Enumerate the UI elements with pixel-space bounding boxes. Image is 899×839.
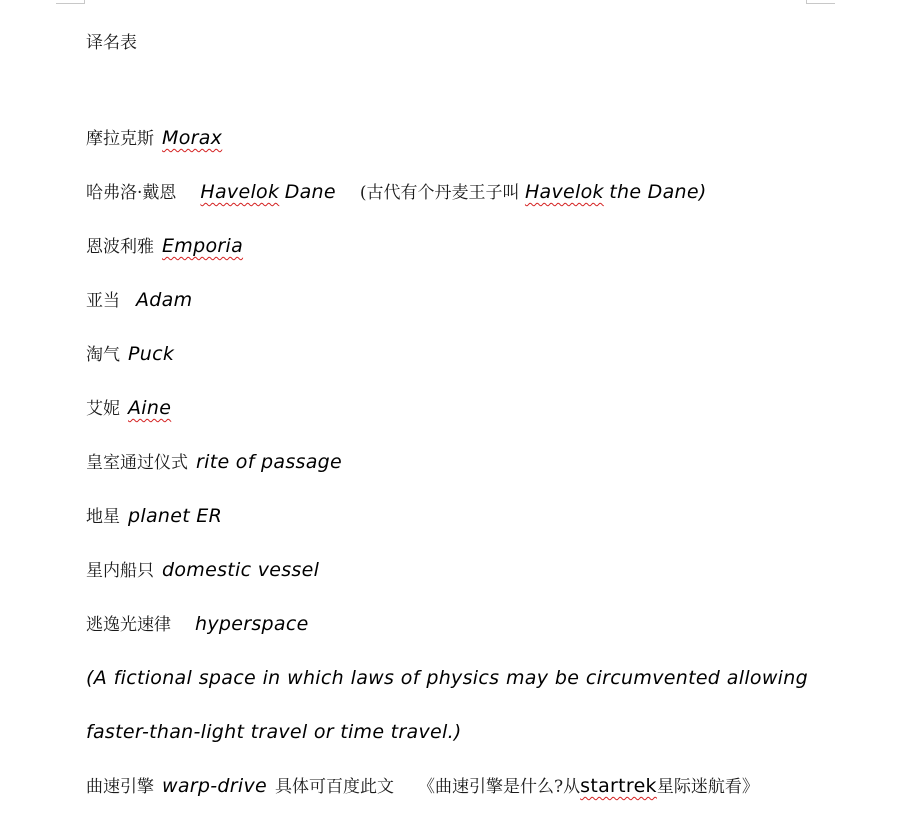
definition-word: fictional [113,667,193,689]
glossary-entry-domestic-vessel [86,558,319,583]
entry-chinese: 逃逸光速律 [86,615,171,635]
definition-word: circumvented [585,667,721,689]
entry-chinese: 哈弗洛·戴恩 [86,183,177,203]
glossary-entry-rite-of-passage [86,450,342,475]
entry-english: hyperspace [195,613,309,635]
entry-chinese: 恩波利雅 [86,237,154,257]
glossary-entry-warp-drive [86,774,759,799]
article-reference-english: startrek [580,775,657,797]
definition-word: of [400,667,420,689]
glossary-entry-hyperspace [86,612,309,637]
entry-english: rite of passage [196,451,343,473]
entry-note: (古代有个丹麦王子叫 [359,183,520,203]
definition-word: may [505,667,549,689]
glossary-entry-adam [86,288,192,313]
entry-note: 具体可百度此文 [275,777,394,797]
entry-chinese: 亚当 [86,291,120,311]
glossary-entry-aine [86,396,171,421]
article-reference: 《曲速引擎是什么?从 [418,777,581,797]
entry-chinese: 地星 [86,507,120,527]
glossary-entry-puck [86,342,174,367]
entry-english: warp-drive [162,775,267,797]
definition-word: allowing [726,667,808,689]
glossary-entry-havelok [86,180,707,205]
glossary-entry-planet-er [86,504,222,529]
entry-note-english: Havelok [524,181,604,203]
entry-chinese: 艾妮 [86,399,120,419]
entry-english: planet ER [128,505,223,527]
glossary-entry-emporia [86,234,243,259]
definition-line-1 [86,666,808,690]
entry-chinese: 摩拉克斯 [86,129,154,149]
entry-english: domestic vessel [162,559,320,581]
entry-chinese: 淘气 [86,345,120,365]
entry-chinese: 曲速引擎 [86,777,154,797]
definition-word: (A [86,667,108,689]
entry-english: Morax [162,127,223,149]
entry-english: Emporia [162,235,244,257]
glossary-entry-morax [86,126,222,151]
entry-english: Aine [128,397,172,419]
article-reference: 星际迷航看》 [656,777,759,797]
page-corner-marker-left [56,0,85,4]
entry-chinese: 皇室通过仪式 [86,453,188,473]
page-corner-marker-right [806,0,835,4]
definition-line-2: faster-than-light travel or time travel.) [86,721,462,743]
definition-word: space [198,667,256,689]
definition-word: be [554,667,580,689]
definition-word: which [287,667,344,689]
entry-english: Havelok [200,181,280,203]
entry-english: Adam [136,289,193,311]
definition-word: laws [350,667,395,689]
entry-chinese: 星内船只 [86,561,154,581]
definition-word: physics [426,667,500,689]
entry-note-english: the Dane) [609,181,707,203]
entry-english: Puck [128,343,175,365]
document-title: 译名表 [86,33,137,53]
definition-word: in [262,667,281,689]
entry-english: Dane [284,181,336,203]
